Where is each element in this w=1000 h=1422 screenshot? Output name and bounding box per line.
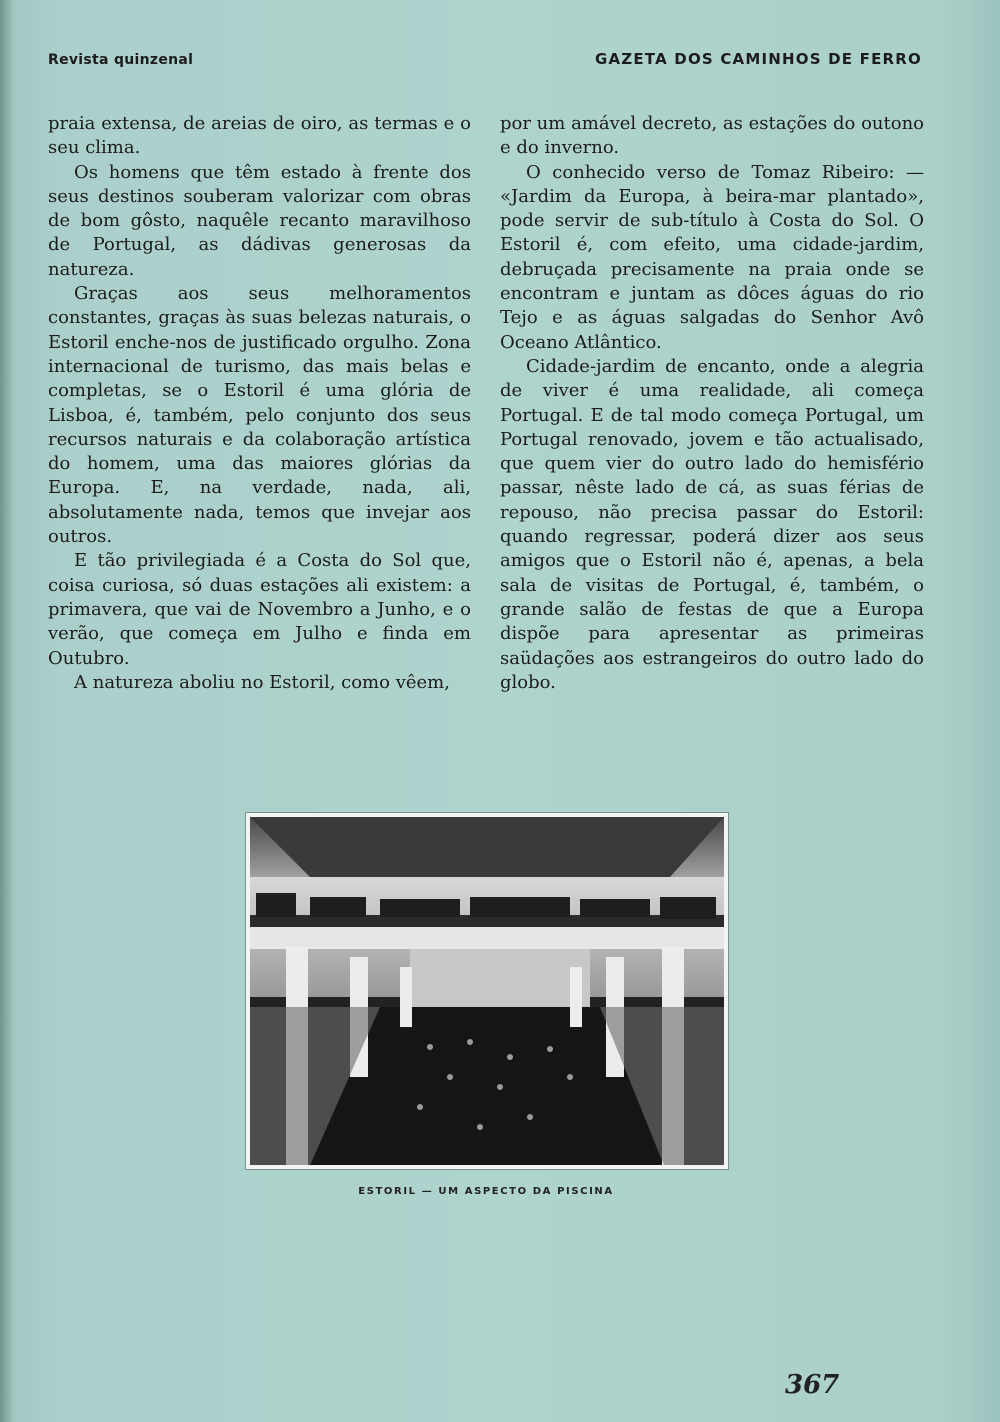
binding-shadow <box>0 0 14 1422</box>
text-column-left <box>48 112 471 695</box>
page-number: 367 <box>785 1370 840 1400</box>
photo-frame <box>245 812 729 1170</box>
paragraph: Os homens que têm estado à frente dos seus destinos souberam valorizar com obras de bom gôsto, naquêle recanto maravilhoso de Portugal, as dádivas generosas da natureza. <box>48 161 471 280</box>
paragraph: O conhecido verso de Tomaz Ribeiro: — «Jardim da Europa, à beira-mar plantado», pode servir de sub-título à Costa do Sol. O Estoril é, com efeito, uma cidade-jardim, debruçada precisamente na praia onde se encontram e juntam as dôces águas do rio Tejo e as águas salgadas do Senhor Avô Oceano Atlântico. <box>500 161 924 353</box>
running-header <box>48 50 922 68</box>
pool-photograph <box>250 817 724 1165</box>
photo-caption: ESTORIL — UM ASPECTO DA PISCINA <box>358 1186 614 1197</box>
text-column-right <box>500 112 924 695</box>
header-left: Revista quinzenal <box>48 52 194 68</box>
paragraph: praia extensa, de areias de oiro, as termas e o seu clima. <box>48 113 471 159</box>
paragraph: Graças aos seus melhoramentos constantes, graças às suas belezas naturais, o Estoril enche-nos de justificado orgulho. Zona internacional de turismo, das mais belas e completas, se o Estoril é uma glória de Lisboa, é, também, pelo conjunto dos seus recursos naturais e da colaboração artística do homem, uma das maiores glórias da Europa. E, na verdade, nada, ali, absolutamente nada, temos que invejar aos outros. <box>48 283 471 548</box>
paragraph: por um amável decreto, as estações do outono e do inverno. <box>500 113 925 159</box>
paragraph: A natureza aboliu no Estoril, como vêem, <box>74 671 450 693</box>
paragraph: E tão privilegiada é a Costa do Sol que, coisa curiosa, só duas estações ali existem: a primavera, que vai de Novembro a Junho, e o verão, que começa em Julho e finda em Outubro. <box>48 550 471 669</box>
paragraph: Cidade-jardim de encanto, onde a alegria de viver é uma realidade, ali começa Portugal. E de tal modo começa Portugal, um Portugal renovado, jovem e tão actualisado, que quem vier do outro lado do hemisfério passar, nêste lado de cá, as suas férias de repouso, não precisa passar do Estoril: quando regressar, poderá dizer aos seus amigos que o Estoril não é, apenas, a bela sala de visitas de Portugal, é, também, o grande salão de festas de que a Europa dispõe para apresentar as primeiras saüdações aos estrangeiros do outro lado do globo. <box>500 355 924 693</box>
header-right: GAZETA DOS CAMINHOS DE FERRO <box>594 50 922 68</box>
